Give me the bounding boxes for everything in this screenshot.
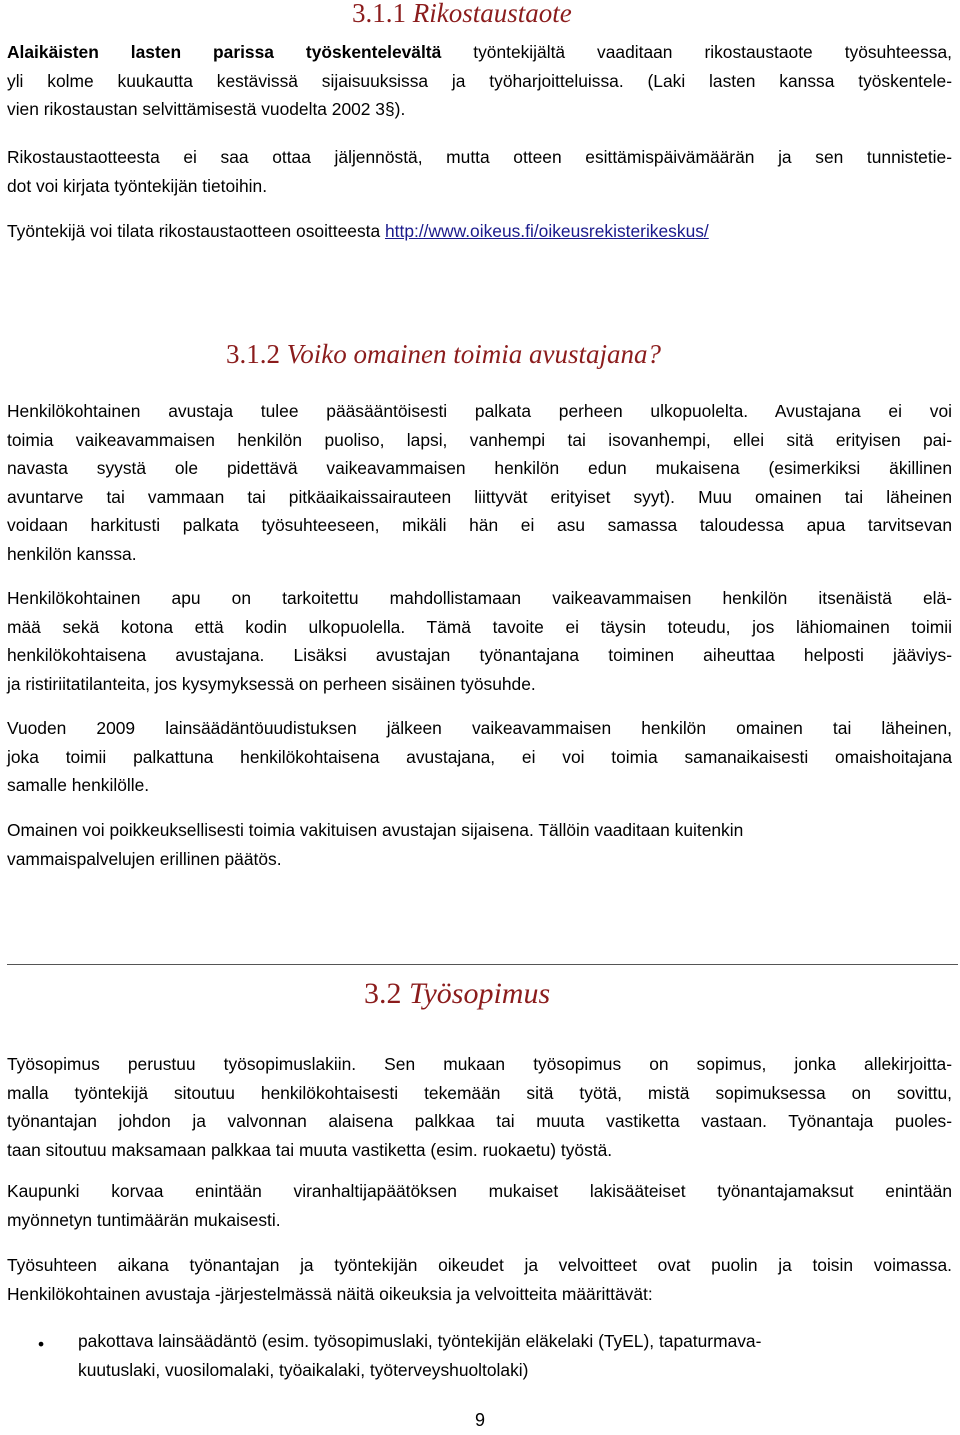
line: kuutuslaki, vuosilomalaki, työaikalaki, työterveyshuoltolaki)	[78, 1359, 529, 1380]
line: Kaupunki korvaa enintään viranhaltijapäätöksen mukaiset lakisääteiset työnantajamaksut enintään	[7, 1181, 952, 1201]
section-divider	[7, 964, 958, 965]
line: henkilökohtaisena avustajana. Lisäksi avustajan työnantajana toiminen aiheuttaa helposti jääviys-	[7, 645, 952, 665]
bullet-item	[78, 1327, 938, 1384]
line: ja ristiriitatilanteita, jos kysymyksessä on perheen sisäinen työsuhde.	[7, 673, 536, 694]
line: mää sekä kotona että kodin ulkopuolella. Tämä tavoite ei täysin toteudu, jos lähiomainen toimii	[7, 616, 952, 637]
paragraph-tyosopimus-2	[7, 1177, 952, 1234]
heading-number: 3.1.2	[226, 339, 280, 369]
heading-title: Työsopimus	[409, 977, 551, 1010]
paragraph-omainen-1	[7, 397, 952, 568]
heading-rikostaustaote	[352, 0, 572, 29]
line-rest: työntekijältä vaaditaan rikostaustaote työsuhteessa,	[441, 42, 952, 62]
line: voidaan harkitusti palkata työsuhteeseen, mikäli hän ei asu samassa taloudessa apua tarvitsevan	[7, 515, 952, 535]
paragraph-tyosopimus-3	[7, 1251, 952, 1308]
heading-tyosopimus	[364, 977, 550, 1011]
line: vammaispalvelujen erillinen päätös.	[7, 848, 282, 869]
line: Vuoden 2009 lainsäädäntöuudistuksen jälkeen vaikeavammaisen henkilön omainen tai läheinen,	[7, 718, 952, 738]
line: pakottava lainsäädäntö (esim. työsopimuslaki, työntekijän eläkelaki (TyEL), tapaturmava-	[78, 1331, 762, 1351]
paragraph-text: Työntekijä voi tilata rikostaustaotteen osoitteesta	[7, 221, 385, 241]
paragraph-omainen-3	[7, 714, 952, 800]
heading-number: 3.2	[364, 977, 402, 1010]
paragraph-rikostausta-1	[7, 38, 952, 124]
paragraph-rikostausta-2	[7, 143, 952, 200]
bold-phrase: Alaikäisten lasten parissa työskentelevältä	[7, 42, 442, 62]
line: avuntarve tai vammaan tai pitkäaikaissairauteen liittyvät erityiset syyt). Muu omainen tai läheinen	[7, 486, 952, 507]
heading-number: 3.1.1	[352, 0, 406, 28]
line: taan sitoutuu maksamaan palkkaa tai muuta vastiketta (esim. ruokaetu) työstä.	[7, 1139, 613, 1160]
line: Henkilökohtainen avustaja tulee pääsääntöisesti palkata perheen ulkopuolelta. Avustajana ei voi	[7, 401, 952, 421]
line: toimia vaikeavammaisen henkilön puoliso, lapsi, vanhempi tai isovanhempi, ellei sitä erityisen pai-	[7, 429, 952, 450]
heading-voiko-omainen	[226, 339, 661, 370]
line: yli kolme kuukautta kestävissä sijaisuuksissa ja työharjoitteluissa. (Laki lasten kanssa työskentele-	[7, 70, 952, 91]
line: malla työntekijä sitoutuu henkilökohtaisesti tekemään sitä työtä, mistä sopimuksessa on sovittu,	[7, 1082, 952, 1103]
paragraph-tyosopimus-1	[7, 1050, 952, 1164]
paragraph-omainen-2	[7, 584, 952, 698]
line: samalle henkilölle.	[7, 775, 150, 795]
paragraph-omainen-4	[7, 816, 952, 873]
oikeusrekisterikeskus-link[interactable]: http://www.oikeus.fi/oikeusrekisterikeskus/	[384, 221, 709, 241]
bullet-marker: •	[38, 1334, 45, 1354]
line: Työsopimus perustuu työsopimuslakiin. Sen mukaan työsopimus on sopimus, jonka allekirjoitta-	[7, 1054, 952, 1074]
heading-title: Voiko omainen toimia avustajana?	[286, 339, 661, 369]
heading-title: Rikostaustaote	[412, 0, 572, 28]
line	[7, 38, 952, 67]
line: dot voi kirjata työntekijän tietoihin.	[7, 175, 268, 196]
line: Omainen voi poikkeuksellisesti toimia vakituisen avustajan sijaisena. Tällöin vaaditaan kuitenkin	[7, 820, 744, 840]
line: joka toimii palkattuna henkilökohtaisena avustajana, ei voi toimia samanaikaisesti omaishoitajana	[7, 746, 952, 767]
line: navasta syystä ole pidettävä vaikeavammaisen henkilön edun mukaisena (esimerkiksi äkillinen	[7, 458, 952, 478]
line: henkilön kanssa.	[7, 543, 137, 564]
paragraph-rikostausta-3	[7, 217, 952, 246]
line: myönnetyn tuntimäärän mukaisesti.	[7, 1209, 281, 1230]
line: Henkilökohtainen avustaja -järjestelmässä näitä oikeuksia ja velvoitteita määrittävät:	[7, 1283, 653, 1304]
line: Henkilökohtainen apu on tarkoitettu mahdollistamaan vaikeavammaisen henkilön itsenäistä elä-	[7, 588, 952, 608]
line: Työsuhteen aikana työnantajan ja työntekijän oikeudet ja velvoitteet ovat puolin ja toisin voimassa.	[7, 1255, 952, 1275]
line: Rikostaustaotteesta ei saa ottaa jäljennöstä, mutta otteen esittämispäivämäärän ja sen tunnistetie-	[7, 147, 952, 167]
line: työnantajan johdon ja valvonnan alaisena palkkaa tai muuta vastiketta vastaan. Työnantaja puoles-	[7, 1111, 952, 1131]
page-number: 9	[474, 1410, 485, 1430]
line: vien rikostaustan selvittämisestä vuodelta 2002 3§).	[7, 99, 406, 119]
